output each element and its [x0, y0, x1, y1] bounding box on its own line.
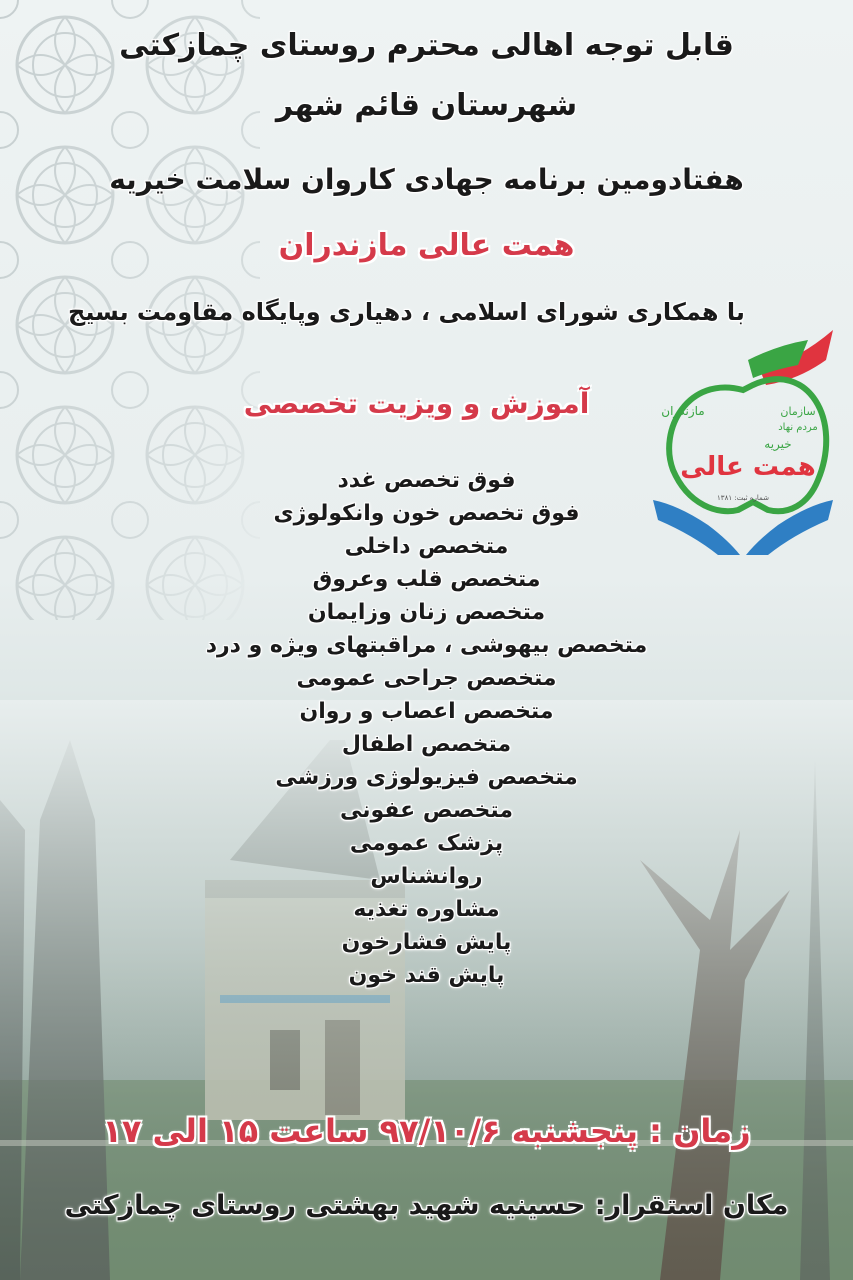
- cooperation-line: با همکاری شورای اسلامی ، دهیاری وپایگاه مقاومت بسیج: [68, 298, 745, 326]
- service-item: فوق تخصص غدد: [337, 468, 516, 493]
- service-item: متخصص اطفال: [341, 732, 512, 757]
- logo-name: همت عالی: [680, 452, 816, 482]
- event-time: زمان : پنجشنبه ۹۷/۱۰/۶ ساعت ۱۵ الی ۱۷: [102, 1112, 751, 1150]
- services-list: [60, 464, 793, 992]
- logo-org2: مردم نهاد: [778, 422, 818, 433]
- service-item: متخصص داخلی: [344, 534, 509, 559]
- service-item: متخصص عفونی: [340, 798, 513, 823]
- service-item: متخصص فیزیولوژی ورزشی: [275, 765, 578, 790]
- service-item: مشاوره تغذیه: [353, 897, 500, 922]
- announcement-line1: قابل توجه اهالی محترم روستای چمازکتی: [119, 28, 734, 63]
- event-place: مکان استقرار: حسینیه شهید بهشتی روستای چمازکتی: [64, 1190, 789, 1221]
- logo-province: مازندران: [661, 404, 705, 418]
- charity-name: همت عالی مازندران: [278, 228, 575, 263]
- service-item: متخصص جراحی عمومی: [296, 666, 557, 691]
- service-item: متخصص بیهوشی ، مراقبتهای ویژه و درد: [205, 633, 648, 658]
- logo-charity: خیریه: [764, 437, 792, 451]
- program-title: هفتادومین برنامه جهادی کاروان سلامت خیریه: [109, 163, 744, 196]
- service-item: روانشناس: [370, 864, 483, 889]
- service-item: فوق تخصص خون وانکولوژی: [273, 501, 580, 526]
- announcement-line2: شهرستان قائم شهر: [275, 88, 578, 123]
- service-item: متخصص زنان وزایمان: [307, 600, 546, 625]
- logo-reg: شماره ثبت: ۱۳۸۱: [717, 494, 769, 502]
- service-item: متخصص قلب وعروق: [312, 567, 541, 592]
- section-title: آموزش و ویزیت تخصصی: [243, 387, 590, 420]
- service-item: متخصص اعصاب و روان: [299, 699, 554, 724]
- service-item: پایش فشارخون: [341, 930, 512, 955]
- logo-org1: سازمان: [780, 405, 816, 418]
- service-item: پایش قند خون: [348, 963, 505, 988]
- service-item: پزشک عمومی: [349, 831, 504, 856]
